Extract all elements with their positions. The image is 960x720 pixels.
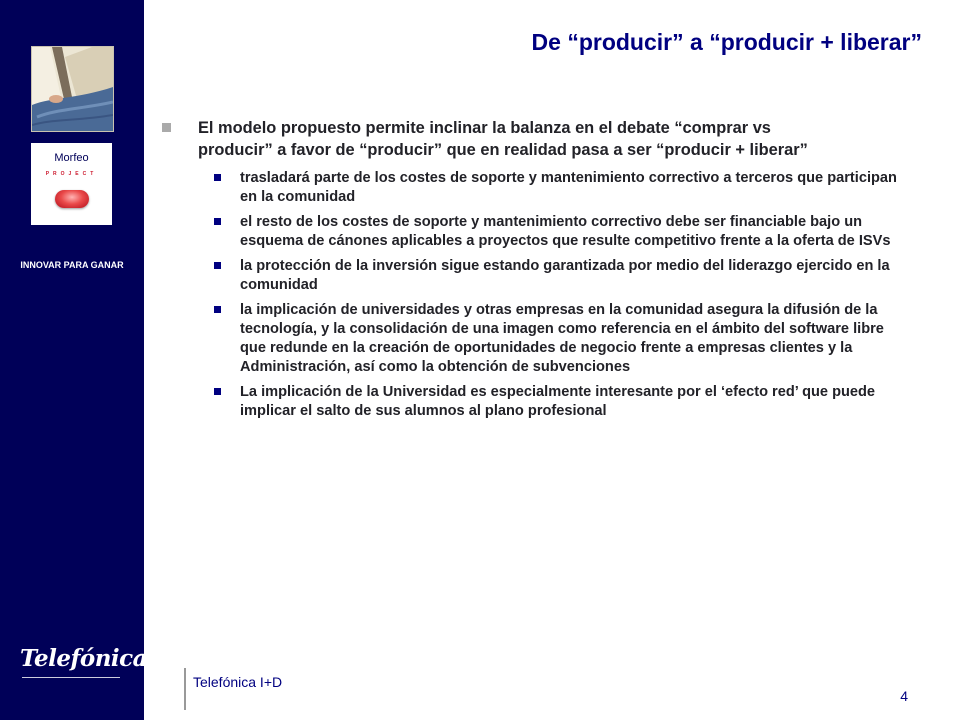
logo-name: Morfeo [54,152,89,164]
list-item-text: la implicación de universidades y otras empresas en la comunidad asegura la difusión de la tecnología, y la consolidación de una imagen como referencia en el ámbito del software libre que redunde en la creación de oportunidades de negocio frente a empresas clientes y la Administración, así como la obtención de subvenciones [240,302,884,375]
bullet-square-icon [162,123,171,132]
list-item [240,257,912,295]
footer-divider [184,668,186,710]
list-item-text: trasladará parte de los costes de soporte y mantenimiento correctivo a terceros que participan en la comunidad [240,170,897,205]
lead-bullet [160,117,838,161]
list-item [240,383,912,421]
sidebar-photo [31,46,114,132]
bullet-square-icon [214,388,221,395]
morfeo-logo [31,143,112,225]
list-item [240,301,912,377]
pill-icon [55,190,89,208]
page-title: De “producir” a “producir + liberar” [531,29,922,55]
slide-content [160,117,920,421]
bullet-square-icon [214,262,221,269]
footer-company: Telefónica I+D [193,674,283,690]
telefonica-logo: Telefónica [20,645,148,672]
list-item [240,169,912,207]
sidebar [0,0,148,720]
list-item [240,213,912,251]
lead-text: El modelo propuesto permite inclinar la balanza en el debate “comprar vs producir” a favor de “producir” que en realidad pasa a ser “producir + liberar” [198,119,808,159]
list-item-text: La implicación de la Universidad es especialmente interesante por el ‘efecto red’ que puede implicar el salto de sus alumnos al plano profesional [240,384,876,419]
bullet-square-icon [214,174,221,181]
tagline: INNOVAR PARA GANAR [20,260,124,270]
list-item-text: la protección de la inversión sigue estando garantizada por medio del liderazgo ejercido en la comunidad [240,258,890,293]
logo-sub: PROJECT [45,171,98,177]
page-number: 4 [900,688,908,704]
sub-bullet-list [160,169,920,421]
brand-underline [22,677,120,678]
bullet-square-icon [214,306,221,313]
bullet-square-icon [214,218,221,225]
list-item-text: el resto de los costes de soporte y mantenimiento correctivo debe ser financiable bajo un esquema de cánones aplicables a proyectos que resulte competitivo frente a la oferta de ISVs [240,214,891,249]
